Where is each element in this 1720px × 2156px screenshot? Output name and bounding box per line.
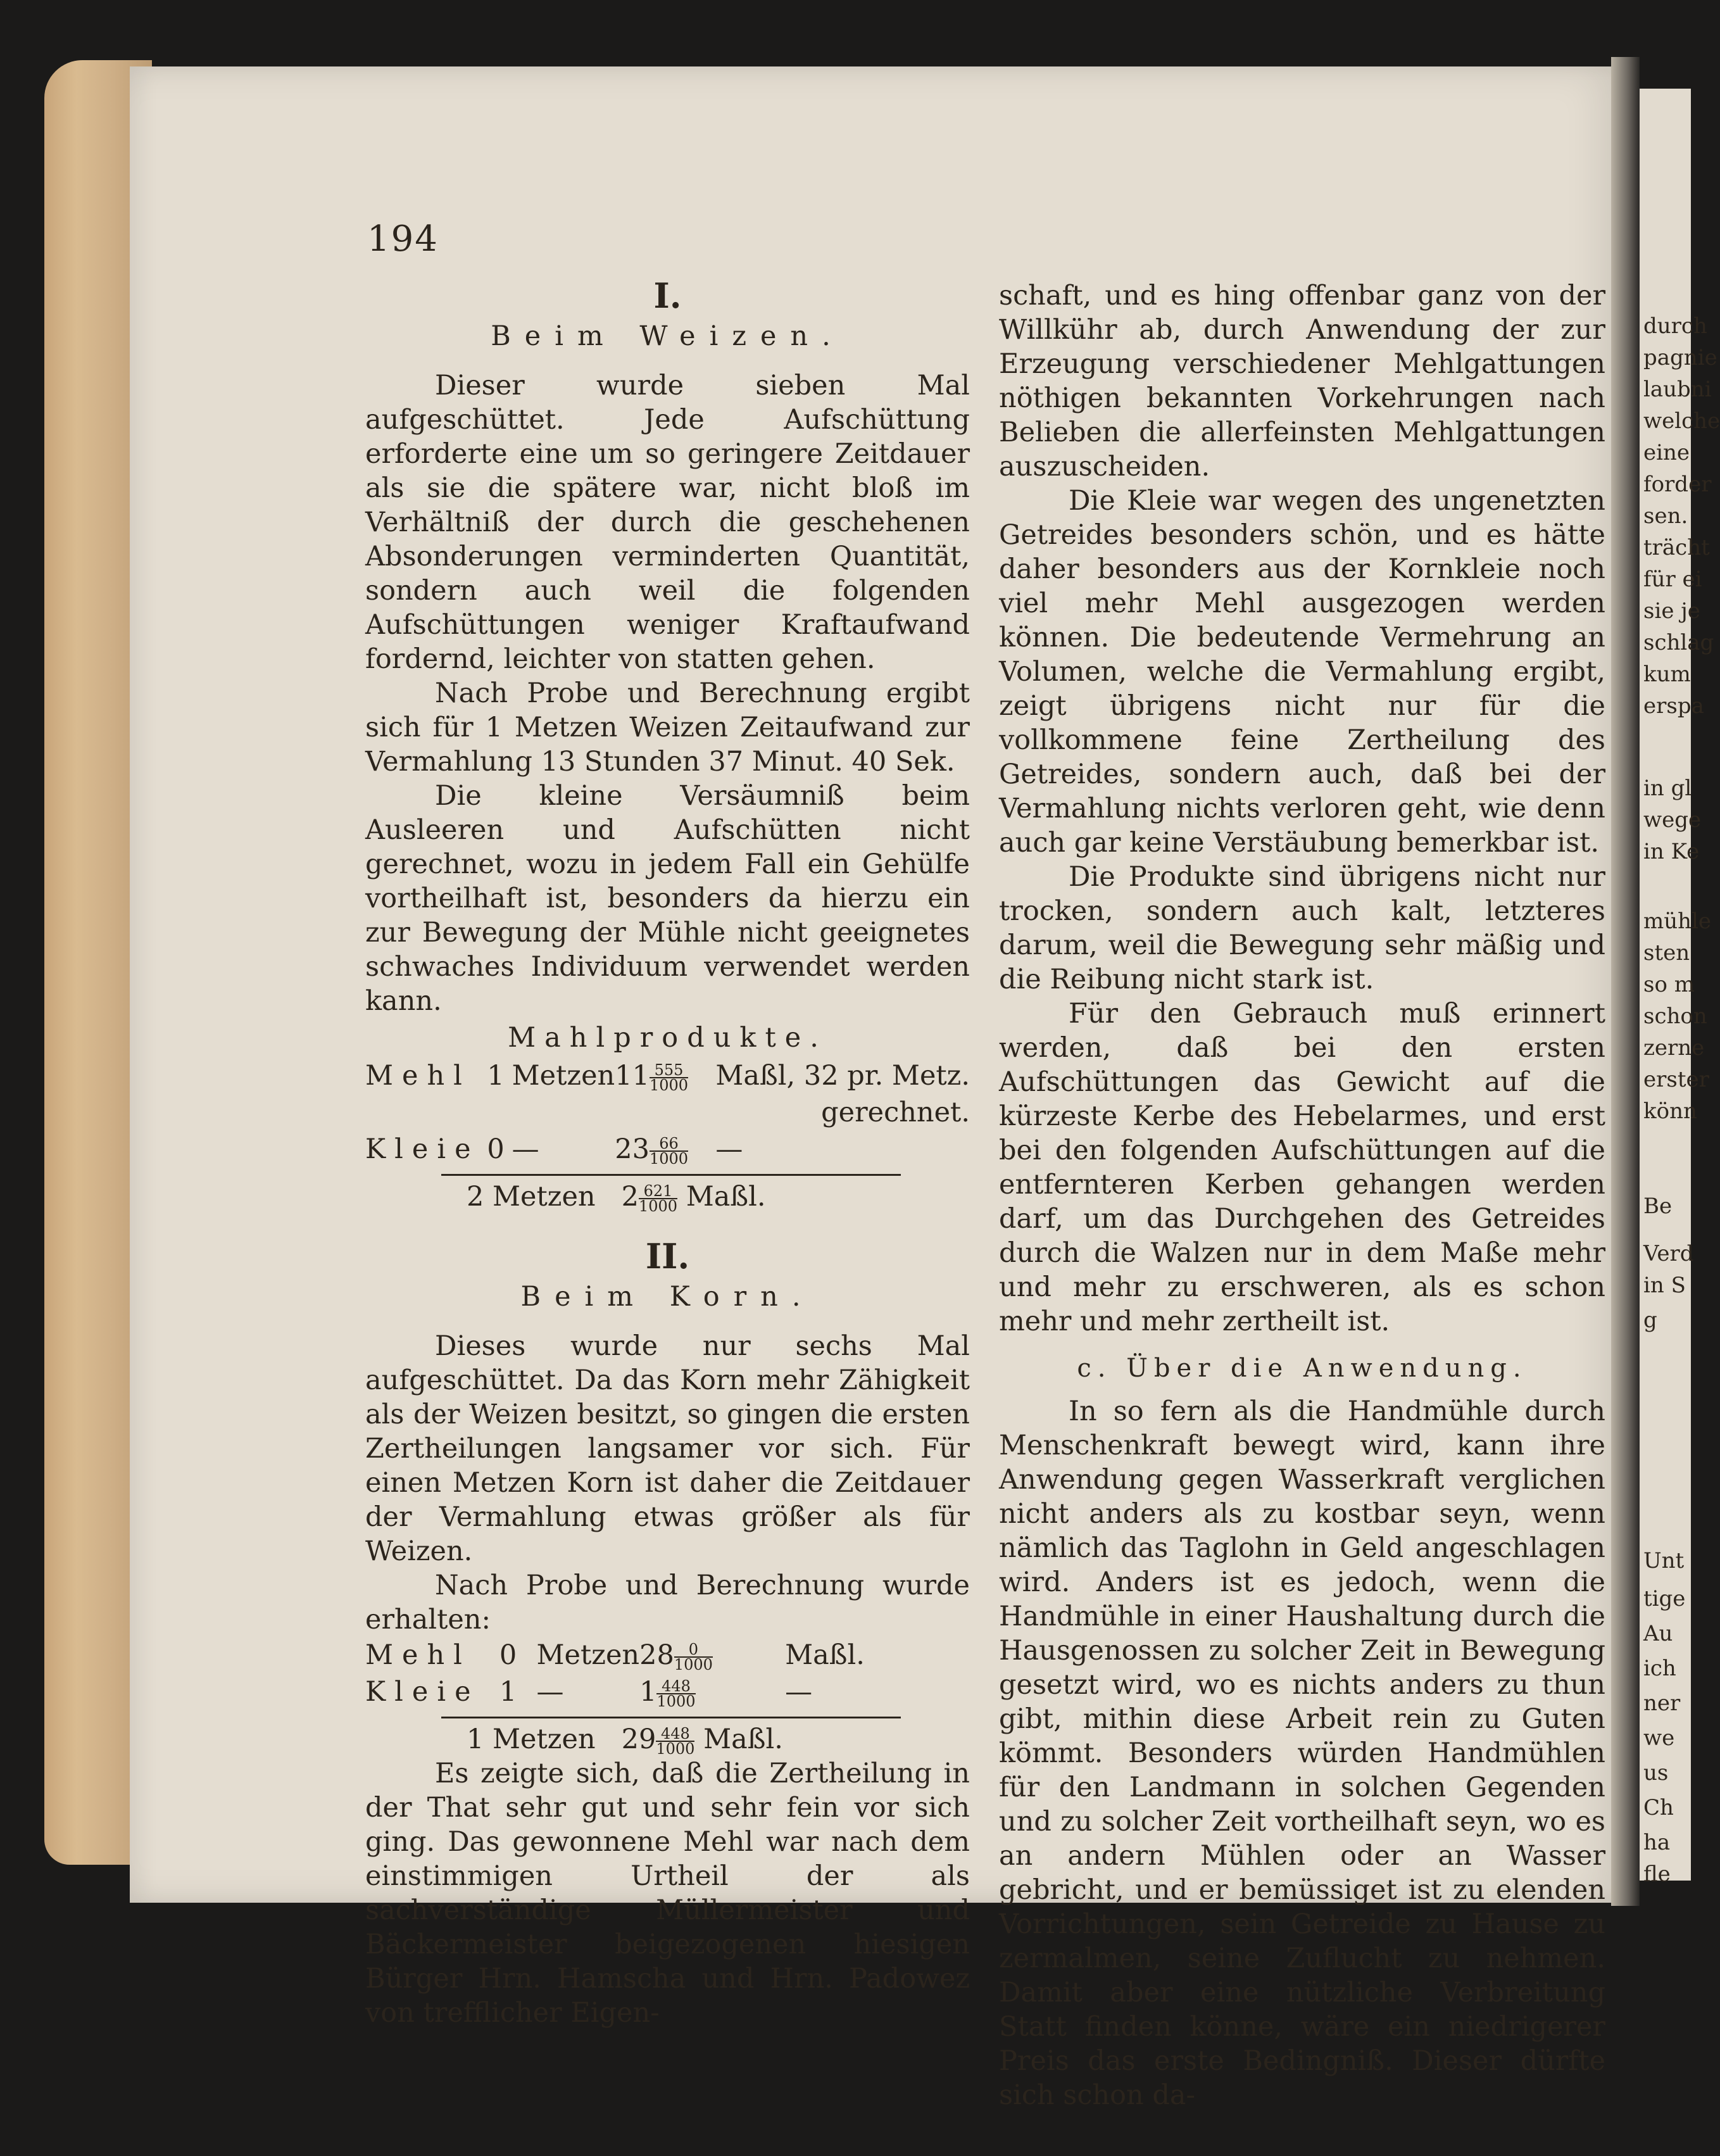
next-page-fragment: us — [1643, 1760, 1669, 1786]
row-label: Kleie — [365, 1676, 480, 1708]
fraction-denominator: 1000 — [649, 1076, 689, 1094]
row-value — [639, 1637, 785, 1674]
sum-total — [365, 1722, 970, 1756]
row-note: gerechnet. — [821, 1097, 970, 1128]
next-page-fragment: zerne — [1643, 1035, 1705, 1061]
sum-rule — [441, 1717, 901, 1718]
next-page-fragment: Be — [1643, 1194, 1673, 1219]
row-after: Maßl, 32 pr. Metz. — [715, 1060, 970, 1092]
book-gutter — [1611, 57, 1640, 1906]
next-page-fragment: in S — [1643, 1273, 1686, 1298]
products-title: Mahlprodukte. — [508, 1022, 827, 1054]
value-fraction — [674, 1642, 713, 1672]
subsection-heading: c. Über die Anwendung. — [1077, 1354, 1528, 1383]
value-whole: 29 — [621, 1724, 656, 1755]
total-after: Maßl. — [686, 1181, 766, 1213]
value-whole: 1 — [639, 1676, 657, 1708]
row-after: — — [785, 1676, 813, 1708]
next-page-fragment: ich — [1643, 1656, 1676, 1681]
next-page-fragment: g — [1643, 1308, 1657, 1333]
next-page-fragment: fle — [1643, 1862, 1671, 1887]
next-page-fragment: sen. — [1643, 503, 1688, 529]
next-page-fragment: Unt — [1643, 1548, 1685, 1573]
row-value — [615, 1057, 715, 1094]
fraction-denominator: 1000 — [656, 1740, 695, 1758]
fraction-denominator: 1000 — [674, 1656, 713, 1674]
next-page-fragment: pagnie — [1643, 345, 1717, 370]
section-numeral: II. — [645, 1236, 690, 1277]
row-quantity: 0 — [487, 1133, 505, 1165]
row-unit: — — [536, 1676, 564, 1708]
next-page-fragment: erspa — [1643, 693, 1704, 719]
table-row — [365, 1094, 970, 1131]
table-row — [365, 1057, 970, 1094]
fraction-numerator: 0 — [674, 1642, 713, 1658]
row-value — [615, 1131, 715, 1168]
fraction-denominator: 1000 — [649, 1150, 689, 1168]
next-page-fragment: so m — [1643, 972, 1695, 997]
total-after: Maßl. — [703, 1724, 783, 1755]
row-quantity: 1 — [499, 1676, 517, 1708]
fraction-denominator: 1000 — [638, 1197, 678, 1215]
spacer — [365, 1214, 970, 1239]
paragraph: Die kleine Versäumniß beim Ausleeren und Aufschütten nicht gerechnet, wozu in jedem Fall ein Gehülfe vortheilhaft ist, besonders da hierzu ein zur Bewegung der Mühle nicht geeignetes schwaches Individuum verwendet werden kann. — [365, 780, 970, 1017]
sum-rule — [441, 1174, 901, 1176]
next-page-fragment: Verd — [1643, 1241, 1694, 1266]
total-quantity: 1 — [467, 1724, 484, 1755]
next-page-fragment: ha — [1643, 1830, 1671, 1855]
value-fraction — [656, 1679, 695, 1708]
fraction-numerator: 555 — [650, 1063, 688, 1078]
next-page-fragment: wege — [1643, 807, 1702, 833]
paragraph: Dieses wurde nur sechs Mal aufgeschüttet. Da das Korn mehr Zähigkeit als der Weizen besitzt, so gingen die ersten Zertheilungen langsamer vor sich. Für einen Metzen Korn ist daher die Zeitdauer der Vermahlung etwas größer als für Weizen. — [365, 1330, 970, 1567]
total-unit: Metzen — [493, 1181, 596, 1213]
next-page-fragment: schon — [1643, 1004, 1707, 1029]
value-whole: 11 — [615, 1060, 650, 1092]
next-page-fragment: sie je — [1643, 598, 1700, 624]
row-label: Mehl — [365, 1639, 471, 1671]
value-fraction — [639, 1184, 677, 1213]
products-table-rye — [365, 1637, 970, 1710]
fraction-numerator: 448 — [656, 1727, 694, 1742]
row-unit: Metzen — [536, 1639, 640, 1671]
value-fraction — [650, 1137, 688, 1166]
next-page-fragment: we — [1643, 1725, 1675, 1751]
value-fraction — [656, 1727, 694, 1756]
paragraph: Dieser wurde sieben Mal aufgeschüttet. Jede Aufschüttung erforderte eine um so geringere Zeitdauer als sie die spätere war, nicht bloß im Verhältniß der durch die geschehenen Absonderungen verminderten Quantität, sondern auch weil die folgenden Aufschüttungen weniger Kraftaufwand fordernd, leichter von statten gehen. — [365, 370, 970, 675]
next-page-fragment: in Ke — [1643, 839, 1700, 864]
paragraph: Die Produkte sind übrigens nicht nur trocken, sondern auch kalt, letzteres darum, weil die Bewegung sehr mäßig und die Reibung nicht stark ist. — [999, 861, 1605, 995]
next-page-fragment: könn — [1643, 1099, 1697, 1124]
row-label: Mehl — [365, 1060, 471, 1092]
next-page-fragment: sten — [1643, 940, 1690, 966]
next-page-fragment: tige — [1643, 1586, 1686, 1611]
row-quantity: 1 — [487, 1060, 505, 1092]
paragraph: In so fern als die Handmühle durch Menschenkraft bewegt wird, kann ihre Anwendung gegen Wasserkraft verglichen nicht anders als zu kostbar seyn, wenn nämlich das Taglohn in Geld angeschlagen wird. Anders ist es jedoch, wenn die Handmühle in einer Haushaltung durch die Hausgenossen zu solcher Zeit in Bewegung gesetzt wird, wo es nichts anders zu thun gibt, mithin diese Arbeit rein zu Guten kömmt. Besonders würden Handmühlen für den Landmann in solchen Gegenden und zu solcher Zeit vortheilhaft seyn, wo es an andern Mühlen oder an Wasser gebricht, und er bemüssiget ist zu elenden Vorrichtungen, sein Getreide zu Hause zu zermalmen, seine Zuflucht zu nehmen. Damit aber eine nützliche Verbreitung Statt finden könne, wäre ein niedrigerer Preis das erste Bedingniß. Dieser dürfte sich schon da- — [999, 1396, 1605, 2111]
row-after: — — [715, 1133, 743, 1165]
paragraph: Nach Probe und Berechnung wurde erhalten: — [365, 1570, 970, 1636]
next-page-fragment: erster — [1643, 1067, 1709, 1092]
next-page-fragment: trächt — [1643, 535, 1710, 560]
next-page-fragment: schlag — [1643, 630, 1714, 655]
paragraph: Nach Probe und Berechnung ergibt sich für 1 Metzen Weizen Zeitaufwand zur Vermahlung 13 Stunden 37 Minut. 40 Sek. — [365, 678, 970, 778]
row-value — [639, 1674, 785, 1710]
next-page-fragment: für ei — [1643, 567, 1702, 592]
fraction-numerator: 66 — [650, 1137, 688, 1152]
total-quantity: 2 — [467, 1181, 484, 1213]
table-row — [365, 1674, 970, 1710]
next-page-fragment: laubni — [1643, 377, 1712, 402]
next-page-fragment: eine — [1643, 440, 1690, 465]
next-page-fragment: welche — [1643, 408, 1720, 434]
section-title: Beim Weizen. — [491, 320, 844, 352]
row-after: Maßl. — [785, 1639, 865, 1671]
right-column — [999, 279, 1605, 2112]
value-whole: 23 — [615, 1133, 650, 1165]
section-title: Beim Korn. — [520, 1281, 815, 1313]
next-page-strip — [1640, 89, 1720, 1887]
value-fraction — [650, 1063, 688, 1092]
paragraph: Für den Gebrauch muß erinnert werden, daß bei den ersten Aufschüttungen das Gewicht auf die kürzeste Kerbe des Hebelarmes, und erst bei den folgenden Aufschüttungen auf die entfernteren Kerben gehangen werden darf, um das Durchgehen des Getreides durch die Walzen nur in dem Maße mehr und mehr zu erschweren, als es schon mehr und mehr zertheilt ist. — [999, 998, 1605, 1337]
paragraph: Die Kleie war wegen des ungenetzten Getreides besonders schön, und es hätte daher besonders aus der Kornkleie noch viel mehr Mehl ausgezogen werden können. Die bedeutende Vermehrung an Volumen, welche die Vermahlung ergibt, zeigt übrigens nicht nur für die vollkommene feine Zertheilung des Getreides, sondern auch, daß bei der Vermahlung nichts verloren geht, wie denn auch gar keine Verstäubung bemerkbar ist. — [999, 485, 1605, 859]
paragraph: schaft, und es hing offenbar ganz von der Willkühr ab, durch Anwendung der zur Erzeugung verschiedener Mehlgattungen nöthigen bekannten Vorkehrungen nach Belieben die allerfeinsten Mehlgattungen auszuscheiden. — [999, 280, 1605, 482]
next-page-fragment: in gl — [1643, 776, 1692, 801]
next-page-fragment: durch — [1643, 313, 1707, 339]
sum-total — [365, 1180, 970, 1214]
products-table-wheat — [365, 1057, 970, 1168]
next-page-fragment: mühle — [1643, 909, 1712, 934]
fraction-numerator: 621 — [639, 1184, 677, 1199]
next-page-fragment: ner — [1643, 1691, 1681, 1716]
fraction-numerator: 448 — [656, 1679, 695, 1694]
row-quantity: 0 — [499, 1639, 517, 1671]
total-unit: Metzen — [493, 1724, 596, 1755]
next-page-fragment: kum — [1643, 662, 1691, 687]
next-page-fragment: Au — [1643, 1621, 1673, 1646]
paragraph: Es zeigte sich, daß die Zertheilung in der That sehr gut und sehr fein vor sich ging. Das gewonnene Mehl war nach dem einstimmigen Urtheil der als sachverständige Müllermeister und Bäckermeister beigezogenen hiesigen Bürger Hrn. Hamscha und Hrn. Padowez von trefflicher Eigen- — [365, 1758, 970, 2029]
next-page-fragment: forder — [1643, 472, 1712, 497]
value-whole: 28 — [639, 1639, 674, 1671]
page-number: 194 — [367, 218, 439, 260]
next-page-fragment: Ch — [1643, 1795, 1674, 1820]
left-column — [365, 275, 970, 2030]
row-unit: — — [512, 1133, 539, 1165]
section-numeral: I. — [653, 275, 682, 316]
table-row — [365, 1131, 970, 1168]
fraction-denominator: 1000 — [656, 1693, 696, 1710]
row-label: Kleie — [365, 1133, 480, 1165]
value-whole: 2 — [621, 1181, 639, 1213]
row-unit: Metzen — [512, 1060, 615, 1092]
table-row — [365, 1637, 970, 1674]
